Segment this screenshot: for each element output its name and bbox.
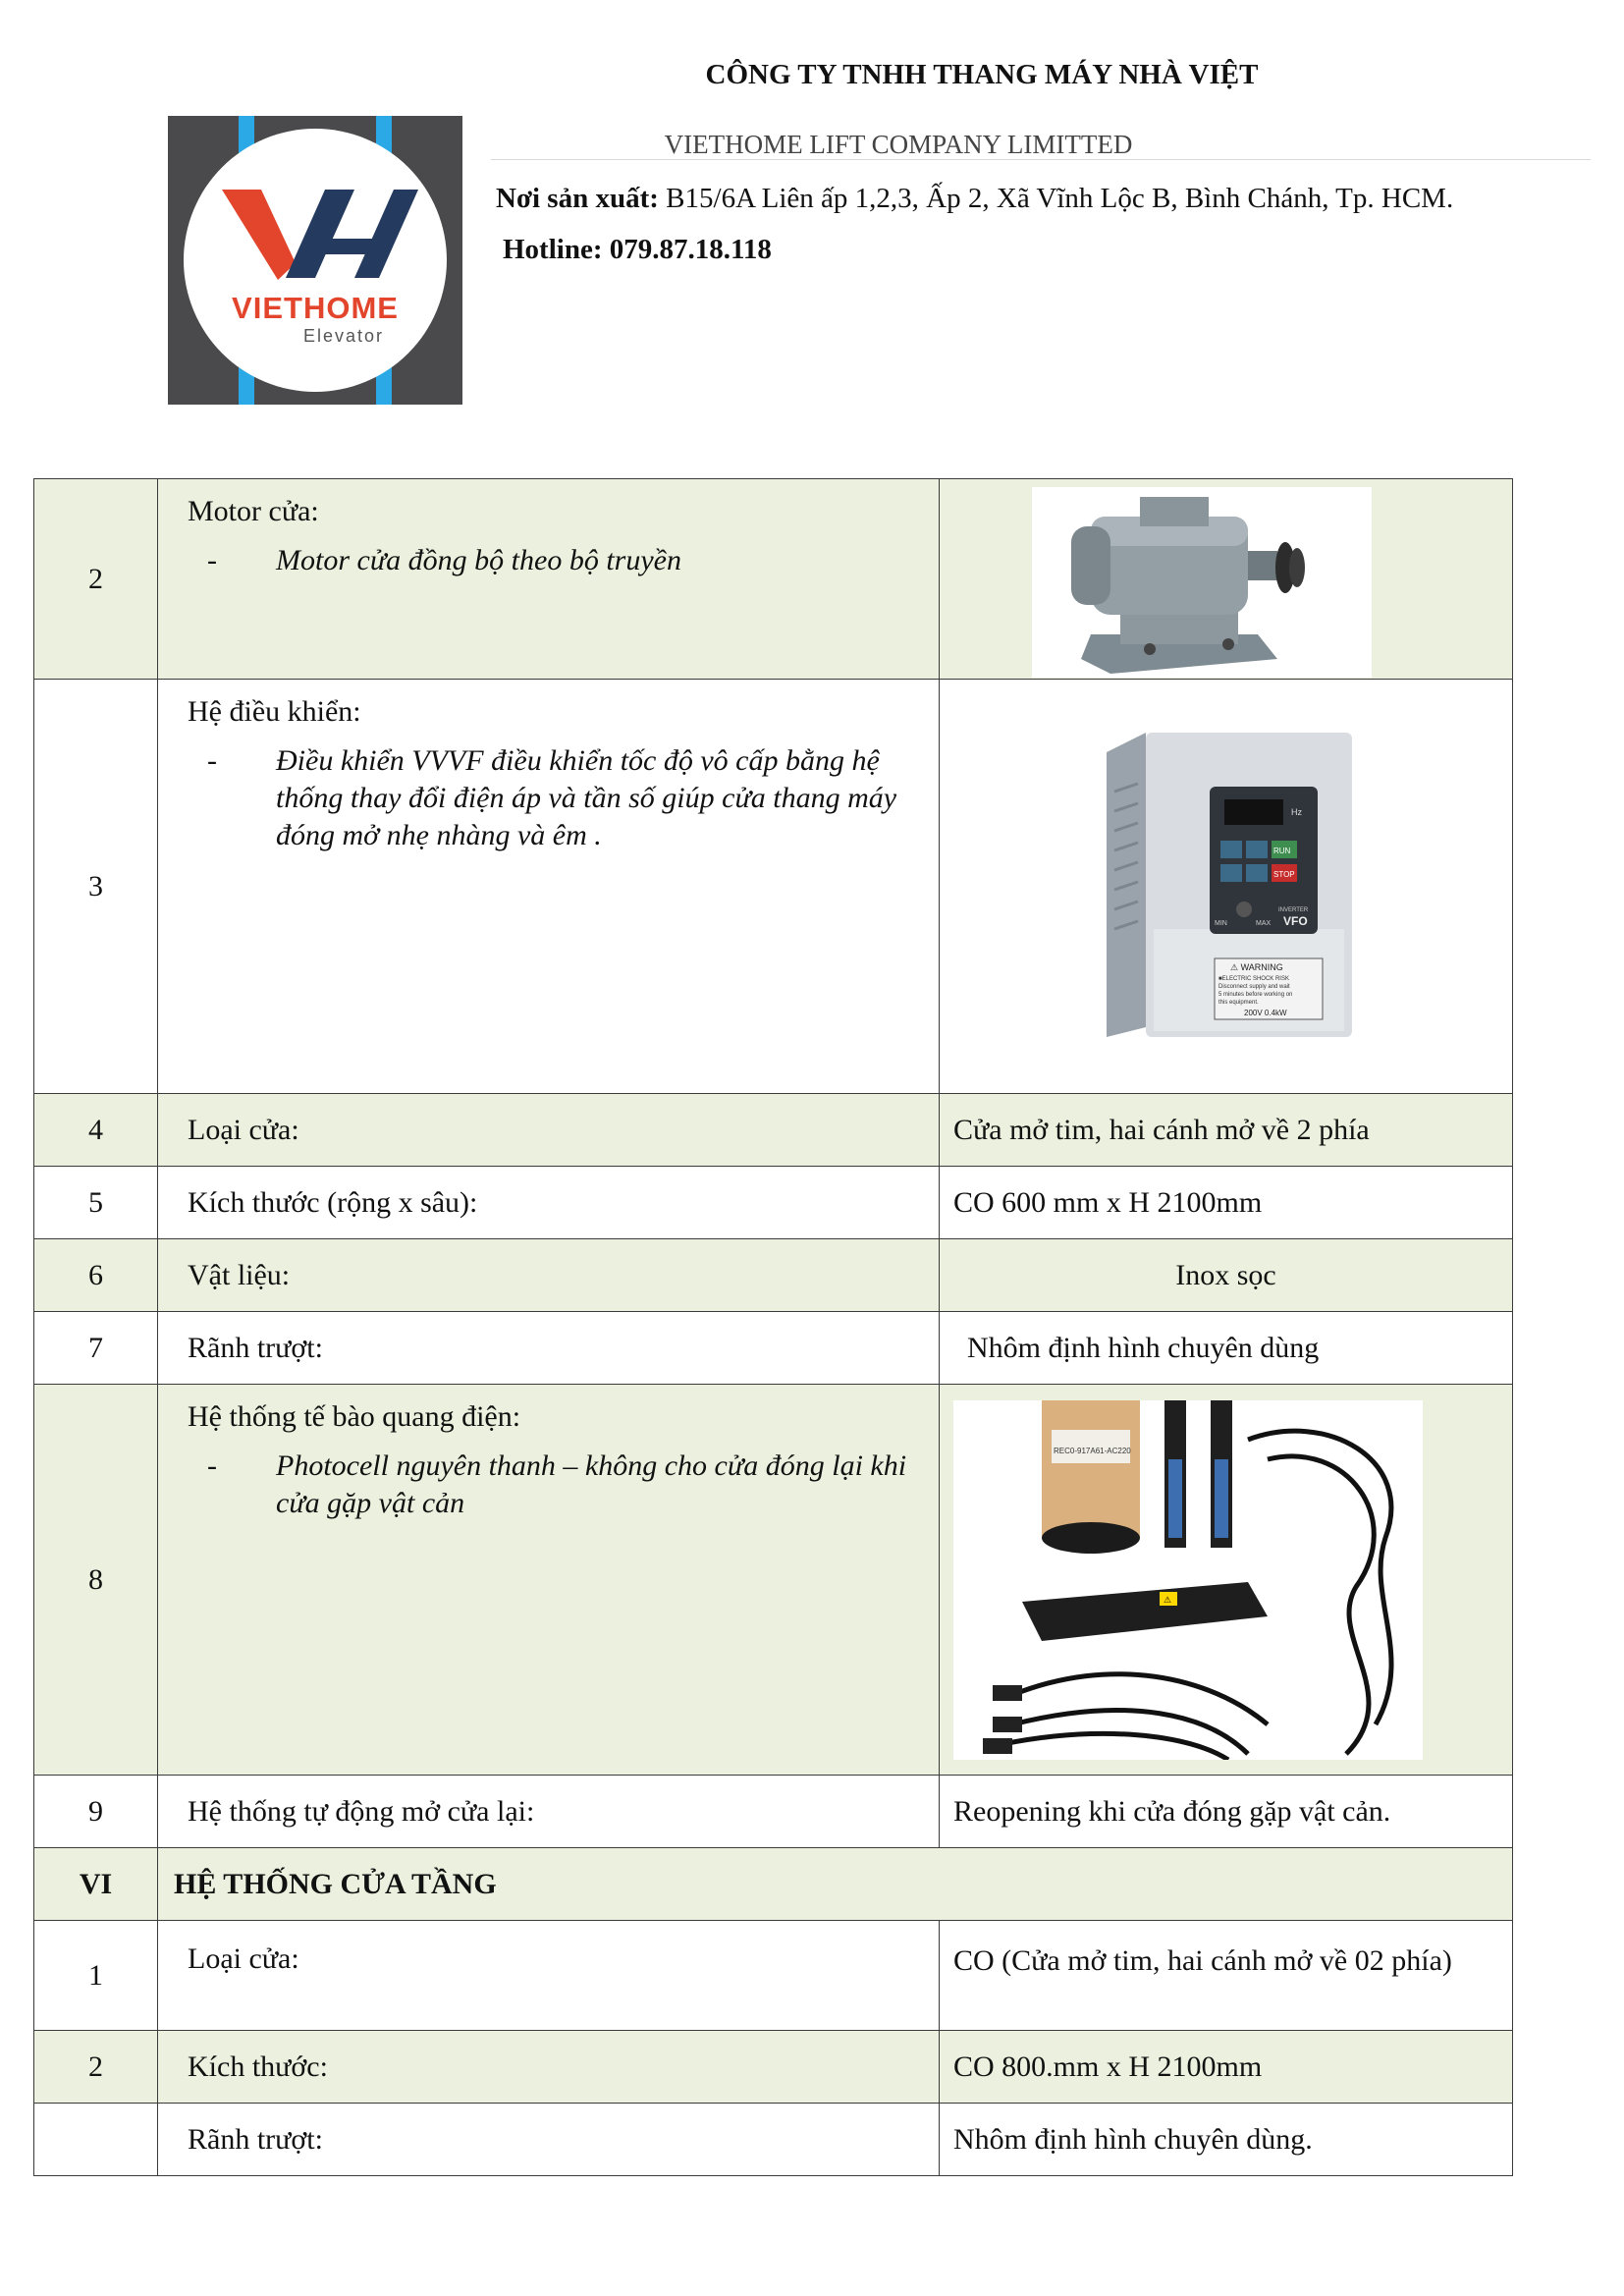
section-number: VI — [34, 1848, 158, 1921]
row-value — [940, 1167, 1513, 1239]
address-value: B15/6A Liên ấp 1,2,3, Ấp 2, Xã Vĩnh Lộc B, Bình Chánh, Tp. HCM. — [658, 183, 1454, 214]
inverter-word-text: INVERTER — [1278, 907, 1309, 913]
row-label: Loại cửa: — [188, 1113, 299, 1146]
header-divider — [491, 159, 1591, 160]
row-description — [158, 2031, 940, 2104]
bullet-text: Điều khiển VVVF điều khiển tốc độ vô cấp bằng hệ thống thay đổi điện áp và tần số giúp cửa thang máy đóng mở nhẹ nhàng và êm . — [276, 744, 897, 851]
logo-brand-text: VIETHOME — [232, 291, 399, 325]
inverter-run-text: RUN — [1273, 847, 1291, 855]
section-title: HỆ THỐNG CỬA TẦNG — [174, 1867, 497, 1900]
inverter-stop-text: STOP — [1273, 870, 1295, 879]
row-value — [940, 2031, 1513, 2104]
row-description — [158, 680, 940, 1094]
row-image-cell — [940, 680, 1513, 1094]
row-image-cell — [940, 1385, 1513, 1776]
table-row — [34, 2104, 1513, 2176]
row-value — [940, 1312, 1513, 1385]
row-label: Rãnh trượt: — [188, 1331, 323, 1364]
row-label: Motor cửa: — [188, 495, 319, 527]
door-motor-image — [1032, 487, 1372, 678]
section-header-row — [34, 1848, 1513, 1921]
row-label: Hệ điều khiển: — [188, 695, 361, 728]
row-number: 7 — [34, 1312, 158, 1385]
row-value-text: Nhôm định hình chuyên dùng — [967, 1331, 1320, 1364]
inverter-brand-text: VFO — [1283, 914, 1308, 928]
row-number: 9 — [34, 1776, 158, 1848]
row-number: 4 — [34, 1094, 158, 1167]
row-value — [940, 1239, 1513, 1312]
photocell-warning-glyph: ⚠ — [1164, 1595, 1172, 1605]
row-number: 6 — [34, 1239, 158, 1312]
bullet-item: - Điều khiển VVVF điều khiển tốc độ vô cấp bằng hệ thống thay đổi điện áp và tần số giúp cửa thang máy đóng mở nhẹ nhàng và êm . — [158, 742, 939, 854]
table-row — [34, 680, 1513, 1094]
row-number: 2 — [34, 2031, 158, 2104]
table-row — [34, 1167, 1513, 1239]
table-row — [34, 1776, 1513, 1848]
inverter-hz-text: Hz — [1291, 807, 1302, 817]
row-value — [940, 1094, 1513, 1167]
row-number: 5 — [34, 1167, 158, 1239]
row-number: 2 — [34, 479, 158, 680]
table-row — [34, 1094, 1513, 1167]
row-value — [940, 1776, 1513, 1848]
row-image-cell — [940, 479, 1513, 680]
row-value-text: Inox sọc — [1175, 1258, 1276, 1291]
row-value-text: Nhôm định hình chuyên dùng. — [953, 2122, 1313, 2156]
row-description — [158, 2104, 940, 2176]
row-value — [940, 1921, 1513, 2031]
bullet-item: - Motor cửa đồng bộ theo bộ truyền — [158, 542, 939, 579]
row-number: 3 — [34, 680, 158, 1094]
row-value — [940, 2104, 1513, 2176]
row-label: Hệ thống tế bào quang điện: — [188, 1400, 521, 1433]
row-label: Rãnh trượt: — [188, 2122, 323, 2156]
row-value-text: Reopening khi cửa đóng gặp vật cản. — [953, 1794, 1391, 1828]
table-row — [34, 1239, 1513, 1312]
row-description — [158, 1239, 940, 1312]
table-row — [34, 1312, 1513, 1385]
row-value-text: Cửa mở tim, hai cánh mở về 2 phía — [953, 1113, 1370, 1146]
company-name-en: VIETHOME LIFT COMPANY LIMITTED — [664, 130, 1133, 159]
inverter-warning-line: ■ELECTRIC SHOCK RISK — [1218, 976, 1289, 982]
row-description — [158, 1776, 940, 1848]
address-label: Nơi sản xuất: — [496, 183, 659, 214]
address-line — [496, 183, 1453, 215]
row-label: Hệ thống tự động mở cửa lại: — [188, 1794, 535, 1828]
bullet-text: Motor cửa đồng bộ theo bộ truyền — [276, 544, 681, 576]
table-row — [34, 479, 1513, 680]
spec-table — [33, 478, 1513, 2176]
row-number: 8 — [34, 1385, 158, 1776]
table-row — [34, 1385, 1513, 1776]
row-value-text: CO (Cửa mở tim, hai cánh mở về 02 phía) — [953, 1944, 1452, 1977]
bullet-item: - Photocell nguyên thanh – không cho cửa đóng lại khi cửa gặp vật cản — [158, 1448, 939, 1522]
inverter-warning-line: Disconnect supply and wait — [1218, 984, 1290, 990]
table-row — [34, 1921, 1513, 2031]
row-description — [158, 1385, 940, 1776]
table-row — [34, 2031, 1513, 2104]
row-value-text: CO 800.mm x H 2100mm — [953, 2050, 1263, 2083]
inverter-min-text: MIN — [1215, 920, 1227, 927]
company-name-vn: CÔNG TY TNHH THANG MÁY NHÀ VIỆT — [705, 59, 1259, 90]
section-title-cell — [158, 1848, 1513, 1921]
row-description — [158, 479, 940, 680]
vh-monogram-icon — [207, 170, 423, 288]
bullet-text: Photocell nguyên thanh – không cho cửa đóng lại khi cửa gặp vật cản — [276, 1449, 907, 1519]
logo-subtitle-text: Elevator — [303, 326, 385, 346]
row-description — [158, 1167, 940, 1239]
row-number: 1 — [34, 1921, 158, 2031]
photocell-tube-label: REC0-917A61-AC220 — [1054, 1447, 1131, 1455]
inverter-warning-text: ⚠ WARNING — [1230, 962, 1283, 972]
row-description — [158, 1094, 940, 1167]
inverter-rating-text: 200V 0.4kW — [1244, 1009, 1287, 1017]
row-label: Kích thước: — [188, 2050, 328, 2083]
photocell-kit-image — [953, 1400, 1423, 1760]
row-label: Kích thước (rộng x sâu): — [188, 1185, 478, 1219]
inverter-warning-line: this equipment. — [1218, 1000, 1259, 1006]
row-value-text: CO 600 mm x H 2100mm — [953, 1185, 1263, 1219]
inverter-max-text: MAX — [1256, 920, 1272, 927]
row-label: Vật liệu: — [188, 1258, 291, 1291]
row-number — [34, 2104, 158, 2176]
hotline: Hotline: 079.87.18.118 — [503, 234, 772, 265]
inverter-warning-line: 5 minutes before working on — [1218, 992, 1293, 998]
vvvf-inverter-image — [1097, 733, 1362, 1051]
row-label: Loại cửa: — [188, 1942, 299, 1975]
row-description — [158, 1921, 940, 2031]
row-description — [158, 1312, 940, 1385]
